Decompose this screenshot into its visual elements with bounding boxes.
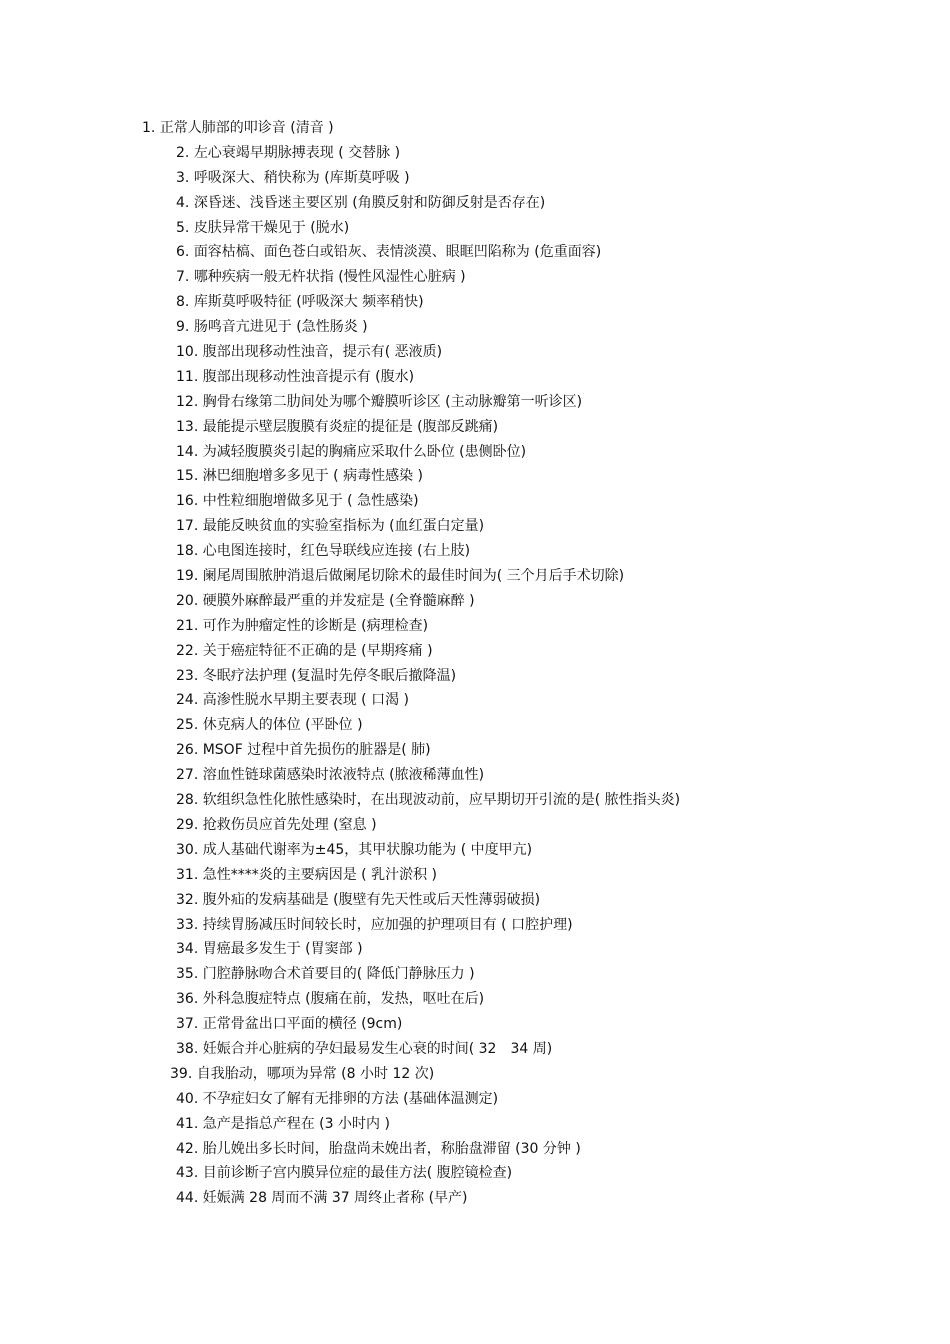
list-item	[0, 1137, 950, 1162]
item-number: 12.	[176, 393, 199, 410]
item-number: 6.	[176, 244, 190, 261]
item-number: 35.	[176, 966, 199, 983]
item-number: 1.	[142, 120, 156, 136]
item-number: 44.	[176, 1190, 199, 1207]
item-number: 9.	[176, 319, 190, 336]
item-number: 11.	[176, 368, 199, 385]
item-number: 26.	[176, 742, 199, 759]
list-item	[0, 166, 950, 191]
item-text: 中性粒细胞增做多见于 ( 急性感染)	[202, 493, 419, 510]
item-number: 23.	[176, 667, 199, 684]
item-text: 腹部出现移动性浊音，提示有( 恶液质)	[202, 344, 443, 361]
item-number: 39.	[170, 1065, 193, 1082]
item-number: 38.	[176, 1040, 199, 1057]
item-text: 面容枯槁、面色苍白或铅灰、表情淡漠、眼眶凹陷称为 (危重面容)	[193, 244, 602, 261]
item-text: 最能反映贫血的实验室指标为 (血红蛋白定量)	[202, 518, 485, 535]
item-text: 不孕症妇女了解有无排卵的方法 (基础体温测定)	[202, 1090, 499, 1107]
item-number: 30.	[176, 841, 199, 858]
list-item	[0, 464, 950, 489]
item-text: 哪种疾病一般无杵状指 (慢性风湿性心脏病 )	[193, 269, 466, 286]
item-number: 10.	[176, 344, 199, 361]
item-number: 28.	[176, 792, 199, 809]
item-text: 妊娠合并心脏病的孕妇最易发生心衰的时间( 32 34 周)	[202, 1040, 553, 1057]
item-text: 急性****炎的主要病因是 ( 乳汁淤积 )	[202, 866, 437, 883]
list-item	[0, 390, 950, 415]
item-text: 可作为肿瘤定性的诊断是 (病理检查)	[202, 617, 429, 634]
item-text: 胎儿娩出多长时间，胎盘尚未娩出者，称胎盘滞留 (30 分钟 )	[202, 1140, 581, 1157]
list-item	[0, 340, 950, 365]
item-text: 高渗性脱水早期主要表现 ( 口渴 )	[202, 692, 409, 709]
list-item	[0, 1037, 950, 1062]
list-item	[0, 614, 950, 639]
item-text: 皮肤异常干燥见于 (脱水)	[193, 219, 350, 236]
list-item	[0, 987, 950, 1012]
list-item	[0, 1062, 950, 1087]
item-number: 42.	[176, 1140, 199, 1157]
item-number: 37.	[176, 1016, 199, 1033]
item-number: 40.	[176, 1090, 199, 1107]
list-item	[0, 838, 950, 863]
item-number: 7.	[176, 269, 190, 286]
list-item	[0, 1161, 950, 1186]
item-number: 31.	[176, 866, 199, 883]
item-text: 抢救伤员应首先处理 (窒息 )	[202, 816, 377, 833]
list-item	[0, 265, 950, 290]
item-number: 3.	[176, 169, 190, 186]
item-text: 腹外疝的发病基础是 (腹壁有先天性或后天性薄弱破损)	[202, 891, 541, 908]
list-item	[0, 863, 950, 888]
list-item	[0, 813, 950, 838]
item-number: 20.	[176, 592, 199, 609]
item-number: 33.	[176, 916, 199, 933]
list-item	[0, 116, 950, 141]
item-number: 8.	[176, 294, 190, 311]
item-text: 急产是指总产程在 (3 小时内 )	[202, 1115, 390, 1132]
item-text: 深昏迷、浅昏迷主要区别 (角膜反射和防御反射是否存在)	[193, 194, 546, 211]
item-number: 29.	[176, 816, 199, 833]
item-text: 最能提示壁层腹膜有炎症的提征是 (腹部反跳痛)	[202, 418, 499, 435]
item-number: 5.	[176, 219, 190, 236]
item-text: 胸骨右缘第二肋间处为哪个瓣膜听诊区 (主动脉瓣第一听诊区)	[202, 393, 583, 410]
list-item	[0, 788, 950, 813]
list-item	[0, 639, 950, 664]
item-number: 13.	[176, 418, 199, 435]
item-number: 2.	[176, 144, 190, 161]
list-item	[0, 688, 950, 713]
item-number: 34.	[176, 941, 199, 958]
list-item	[0, 415, 950, 440]
item-text: 溶血性链球菌感染时浓液特点 (脓液稀薄血性)	[202, 767, 485, 784]
list-item	[0, 514, 950, 539]
item-number: 25.	[176, 717, 199, 734]
list-item	[0, 1186, 950, 1211]
list-item	[0, 489, 950, 514]
list-item	[0, 1112, 950, 1137]
list-item	[0, 290, 950, 315]
item-text: 胃癌最多发生于 (胃窦部 )	[202, 941, 363, 958]
item-number: 43.	[176, 1165, 199, 1182]
item-number: 21.	[176, 617, 199, 634]
question-list	[0, 116, 950, 1211]
item-text: 左心衰竭早期脉搏表现 ( 交替脉 )	[193, 144, 401, 161]
list-item	[0, 937, 950, 962]
list-item	[0, 564, 950, 589]
item-text: 冬眠疗法护理 (复温时先停冬眠后撤降温)	[202, 667, 457, 684]
item-text: 腹部出现移动性浊音提示有 (腹水)	[202, 368, 415, 385]
list-item	[0, 913, 950, 938]
list-item	[0, 539, 950, 564]
item-text: 肠鸣音亢进见于 (急性肠炎 )	[193, 319, 368, 336]
item-text: 库斯莫呼吸特征 (呼吸深大 频率稍快)	[193, 294, 424, 311]
item-number: 19.	[176, 568, 199, 585]
list-item	[0, 962, 950, 987]
item-number: 15.	[176, 468, 199, 485]
item-text: 呼吸深大、稍快称为 (库斯莫呼吸 )	[193, 169, 410, 186]
item-number: 41.	[176, 1115, 199, 1132]
item-text: 门腔静脉吻合术首要目的( 降低门静脉压力 )	[202, 966, 475, 983]
list-item	[0, 1012, 950, 1037]
item-text: 正常骨盆出口平面的横径 (9cm)	[202, 1016, 403, 1033]
item-text: 淋巴细胞增多多见于 ( 病毒性感染 )	[202, 468, 423, 485]
list-item	[0, 216, 950, 241]
list-item	[0, 888, 950, 913]
item-number: 22.	[176, 642, 199, 659]
item-text: 为减轻腹膜炎引起的胸痛应采取什么卧位 (患侧卧位)	[202, 443, 527, 460]
item-text: 心电图连接时，红色导联线应连接 (右上肢)	[202, 543, 471, 560]
list-item	[0, 141, 950, 166]
item-number: 14.	[176, 443, 199, 460]
list-item	[0, 664, 950, 689]
item-text: 休克病人的体位 (平卧位 )	[202, 717, 363, 734]
item-number: 32.	[176, 891, 199, 908]
item-text: 目前诊断子宫内膜异位症的最佳方法( 腹腔镜检查)	[202, 1165, 513, 1182]
item-number: 36.	[176, 991, 199, 1008]
item-text: 妊娠满 28 周而不满 37 周终止者称 (早产)	[202, 1190, 468, 1207]
item-number: 4.	[176, 194, 190, 211]
item-number: 16.	[176, 493, 199, 510]
item-text: 正常人肺部的叩诊音 (清音 )	[159, 120, 334, 136]
item-text: 成人基础代谢率为±45，其甲状腺功能为 ( 中度甲亢)	[202, 841, 533, 858]
list-item	[0, 191, 950, 216]
list-item	[0, 440, 950, 465]
item-number: 27.	[176, 767, 199, 784]
item-text: 软组织急性化脓性感染时，在出现波动前，应早期切开引流的是( 脓性指头炎)	[202, 792, 681, 809]
item-text: 关于癌症特征不正确的是 (早期疼痛 )	[202, 642, 433, 659]
list-item	[0, 365, 950, 390]
list-item	[0, 1087, 950, 1112]
list-item	[0, 738, 950, 763]
item-number: 17.	[176, 518, 199, 535]
list-item	[0, 240, 950, 265]
list-item	[0, 713, 950, 738]
item-text: 外科急腹症特点 (腹痛在前，发热，呕吐在后)	[202, 991, 485, 1008]
item-number: 18.	[176, 543, 199, 560]
item-text: MSOF 过程中首先损伤的脏器是( 肺)	[202, 742, 431, 759]
list-item	[0, 315, 950, 340]
item-text: 持续胃肠减压时间较长时，应加强的护理项目有 ( 口腔护理)	[202, 916, 573, 933]
item-text: 阑尾周围脓肿消退后做阑尾切除术的最佳时间为( 三个月后手术切除)	[202, 568, 625, 585]
list-item	[0, 763, 950, 788]
item-text: 硬膜外麻醉最严重的并发症是 (全脊髓麻醉 )	[202, 592, 475, 609]
item-number: 24.	[176, 692, 199, 709]
list-item	[0, 589, 950, 614]
item-text: 自我胎动，哪项为异常 (8 小时 12 次)	[196, 1065, 435, 1082]
